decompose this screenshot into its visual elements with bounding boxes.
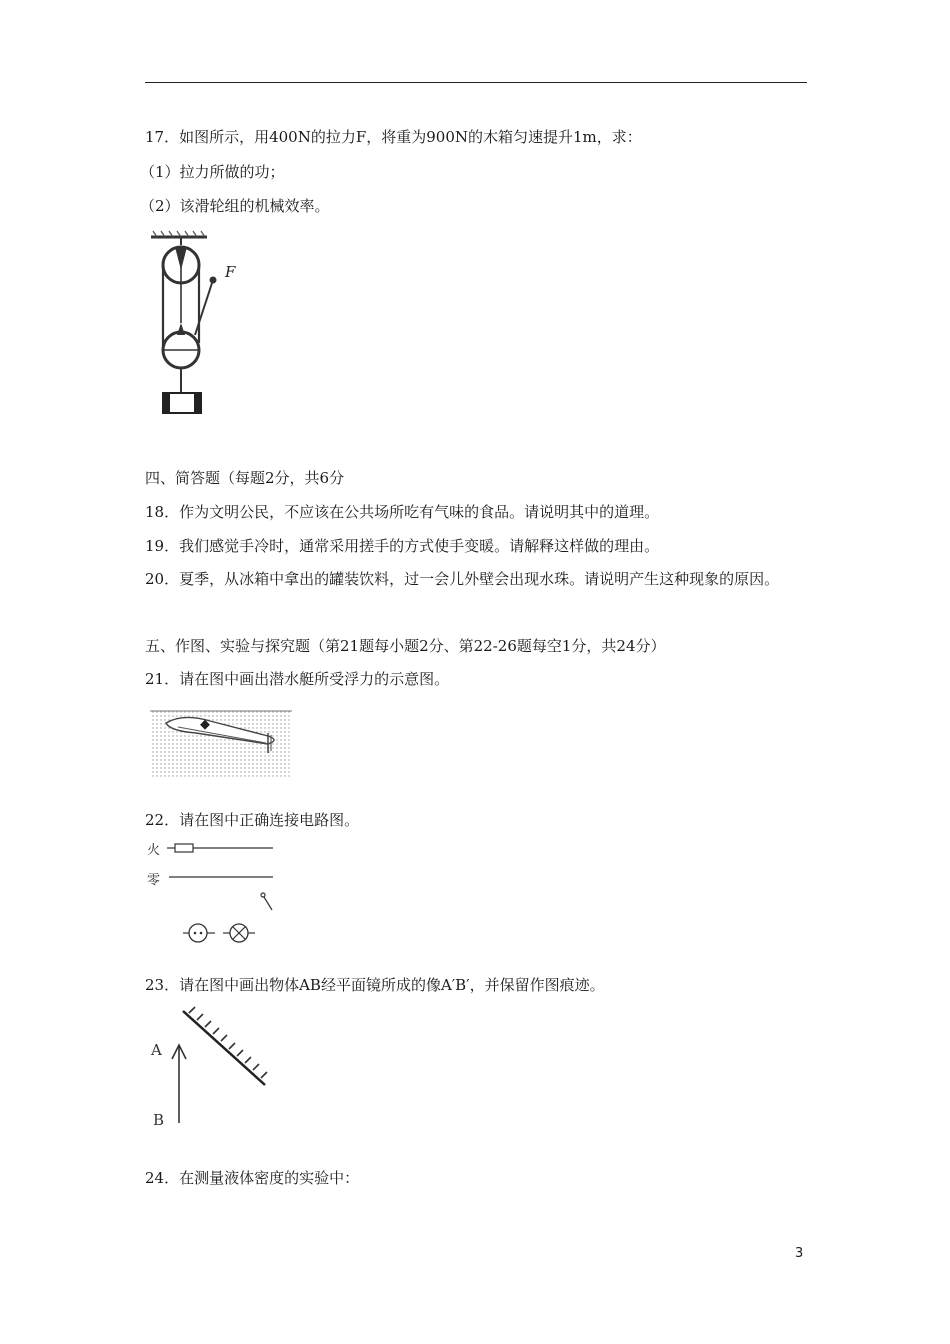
pulley-system-figure bbox=[145, 225, 255, 420]
q17-stem: 17．如图所示，用400N的拉力F，将重为900N的木箱匀速提升1m，求： bbox=[145, 128, 642, 146]
point-B-label: B bbox=[153, 1111, 165, 1129]
q18-text: 18．作为文明公民，不应该在公共场所吃有气味的食品。请说明其中的道理。 bbox=[145, 503, 660, 521]
switch-icon bbox=[261, 893, 265, 897]
q23-text: 23．请在图中画出物体AB经平面镜所成的像A′B′，并保留作图痕迹。 bbox=[145, 976, 605, 994]
q19-text: 19．我们感觉手冷时，通常采用搓手的方式使手变暖。请解释这样做的理由。 bbox=[145, 537, 660, 555]
q24-text: 24．在测量液体密度的实验中： bbox=[145, 1169, 360, 1187]
q17-sub2: （2）该滑轮组的机械效率。 bbox=[140, 197, 330, 215]
header-rule bbox=[145, 82, 807, 83]
plane-mirror-figure bbox=[145, 1003, 275, 1133]
lamp-icon bbox=[223, 924, 255, 942]
q22-text: 22．请在图中正确连接电路图。 bbox=[145, 811, 360, 829]
q17-sub1: （1）拉力所做的功； bbox=[140, 163, 285, 181]
circuit-figure bbox=[145, 838, 280, 950]
point-A-label: A bbox=[151, 1041, 162, 1059]
mirror-line bbox=[183, 1011, 265, 1085]
neutral-wire-label: 零 bbox=[147, 873, 161, 888]
section5-heading: 五、作图、实验与探究题（第21题每小题2分、第22-26题每空1分，共24分） bbox=[145, 637, 666, 655]
section4-heading: 四、简答题（每题2分，共6分 bbox=[145, 469, 345, 487]
q20-text: 20．夏季，从冰箱中拿出的罐装饮料，过一会儿外壁会出现水珠。请说明产生这种现象的原因。 bbox=[145, 570, 780, 588]
socket-icon bbox=[183, 924, 215, 942]
q21-text: 21．请在图中画出潜水艇所受浮力的示意图。 bbox=[145, 670, 450, 688]
fuse-icon bbox=[175, 844, 193, 852]
force-label-F: F bbox=[225, 263, 236, 281]
page-number: 3 bbox=[795, 1246, 804, 1261]
submarine-figure bbox=[148, 703, 294, 781]
fire-wire-label: 火 bbox=[147, 843, 161, 858]
